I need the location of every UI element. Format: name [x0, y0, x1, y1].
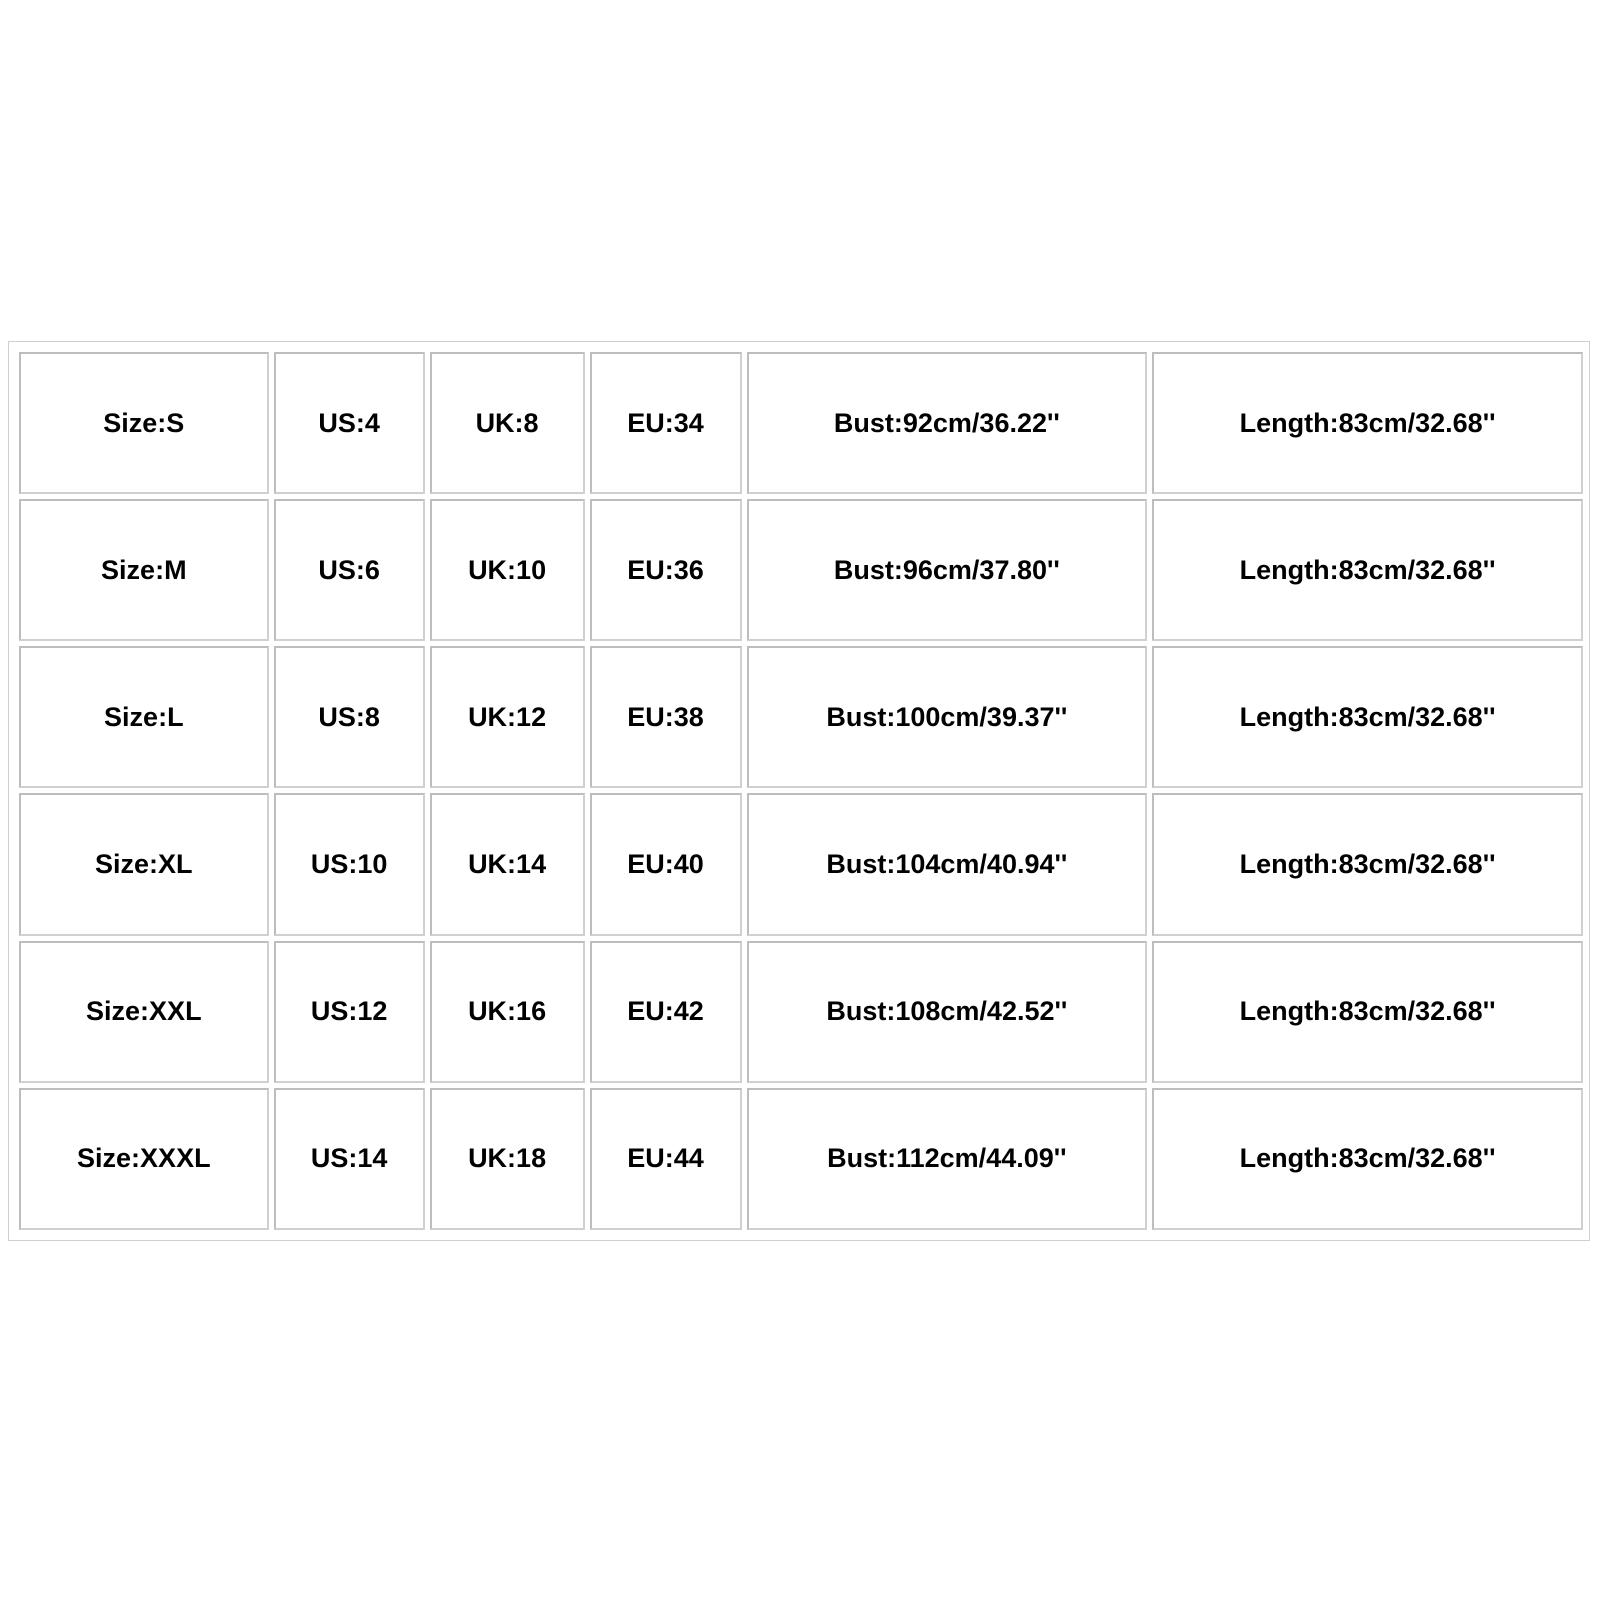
table-row	[19, 499, 1583, 641]
eu-size-cell: EU:36	[590, 499, 742, 641]
uk-size-cell: UK:14	[430, 793, 585, 935]
eu-size-cell: EU:40	[590, 793, 742, 935]
length-cell: Length:83cm/32.68''	[1152, 793, 1583, 935]
length-cell: Length:83cm/32.68''	[1152, 1088, 1583, 1230]
bust-cell: Bust:100cm/39.37''	[747, 646, 1148, 788]
us-size-cell: US:6	[274, 499, 425, 641]
uk-size-cell: UK:18	[430, 1088, 585, 1230]
uk-size-cell: UK:10	[430, 499, 585, 641]
eu-size-cell: EU:34	[590, 352, 742, 494]
size-cell: Size:S	[19, 352, 269, 494]
us-size-cell: US:10	[274, 793, 425, 935]
size-chart-table	[14, 347, 1588, 1235]
table-row	[19, 793, 1583, 935]
size-cell: Size:XXL	[19, 941, 269, 1083]
us-size-cell: US:4	[274, 352, 425, 494]
size-cell: Size:M	[19, 499, 269, 641]
size-cell: Size:XXXL	[19, 1088, 269, 1230]
bust-cell: Bust:92cm/36.22''	[747, 352, 1148, 494]
us-size-cell: US:8	[274, 646, 425, 788]
eu-size-cell: EU:38	[590, 646, 742, 788]
table-row	[19, 1088, 1583, 1230]
bust-cell: Bust:112cm/44.09''	[747, 1088, 1148, 1230]
eu-size-cell: EU:44	[590, 1088, 742, 1230]
us-size-cell: US:12	[274, 941, 425, 1083]
bust-cell: Bust:104cm/40.94''	[747, 793, 1148, 935]
length-cell: Length:83cm/32.68''	[1152, 352, 1583, 494]
uk-size-cell: UK:8	[430, 352, 585, 494]
length-cell: Length:83cm/32.68''	[1152, 646, 1583, 788]
length-cell: Length:83cm/32.68''	[1152, 941, 1583, 1083]
eu-size-cell: EU:42	[590, 941, 742, 1083]
table-row	[19, 646, 1583, 788]
bust-cell: Bust:108cm/42.52''	[747, 941, 1148, 1083]
table-row	[19, 941, 1583, 1083]
uk-size-cell: UK:16	[430, 941, 585, 1083]
size-cell: Size:L	[19, 646, 269, 788]
uk-size-cell: UK:12	[430, 646, 585, 788]
table-row	[19, 352, 1583, 494]
bust-cell: Bust:96cm/37.80''	[747, 499, 1148, 641]
length-cell: Length:83cm/32.68''	[1152, 499, 1583, 641]
size-chart	[8, 341, 1590, 1241]
us-size-cell: US:14	[274, 1088, 425, 1230]
size-cell: Size:XL	[19, 793, 269, 935]
